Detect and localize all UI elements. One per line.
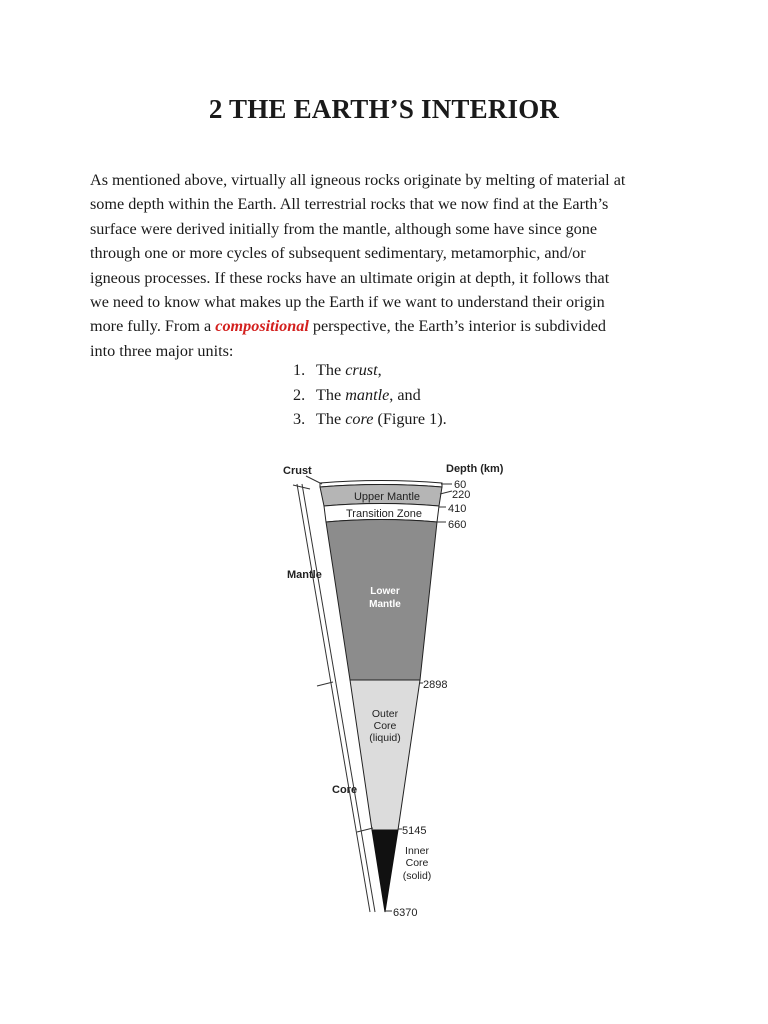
mantle-label: Mantle [287,569,322,581]
paragraph-line: into three major units: [90,341,234,360]
upper-mantle-label: Upper Mantle [353,491,421,503]
inner-core-label: (solid) [402,870,432,882]
depth-value: 220 [452,489,471,501]
lower-mantle-label: Mantle [369,599,401,610]
outer-core-label: Outer [371,708,399,720]
paragraph-line: igneous processes. If these rocks have an ultimate origin at depth, it follows that [90,268,610,287]
depth-value: 410 [448,503,467,515]
transition-zone-label: Transition Zone [345,508,423,520]
list-suffix: , and [389,385,421,404]
paragraph-line: some depth within the Earth. All terrestrial rocks that we now find at the Earth’s [90,195,609,214]
depth-value: 60 [454,479,467,491]
outer-core-label: Core [373,720,397,732]
list-term: crust [345,361,378,379]
depth-value: 6370 [393,907,418,919]
page-title: 2 THE EARTH’S INTERIOR [208,94,560,124]
list-number: 1. [293,361,306,379]
list-term: core [345,410,374,428]
paragraph-text: perspective, the Earth’s interior is subdivided [308,317,606,336]
inner-core-label: Inner [405,845,429,857]
list-prefix: The [316,385,346,404]
emphasized-term: compositional [215,317,309,336]
paragraph-line: through one or more cycles of subsequent sedimentary, metamorphic, and/or [90,244,586,263]
list-suffix: , [377,361,382,379]
list-prefix: The [316,361,346,379]
paragraph-line: As mentioned above, virtually all igneous rocks originate by melting of material at [90,171,626,189]
outer-core-label: (liquid) [369,732,401,744]
depth-value: 5145 [402,825,427,837]
list-prefix: The [316,410,346,428]
crust-label: Crust [283,465,312,477]
inner-core-layer [372,830,398,912]
depth-header: Depth (km) [446,463,504,475]
depth-value: 2898 [423,679,448,691]
lower-mantle-label: Lower [370,586,400,597]
paragraph-line: surface were derived initially from the mantle, although some have since gone [90,219,598,238]
crust-pointer [306,476,322,484]
list-term: mantle [345,385,390,404]
core-label: Core [332,784,358,796]
paragraph-text: more fully. From a [90,317,216,336]
paragraph-line: we need to know what makes up the Earth if we want to understand their origin [90,293,605,312]
list-number: 3. [293,410,306,428]
list-number: 2. [293,385,306,404]
outer-core-layer [350,680,420,830]
inner-core-label: Core [405,857,429,869]
depth-value: 660 [448,519,467,531]
list-suffix: (Figure 1). [373,410,447,428]
